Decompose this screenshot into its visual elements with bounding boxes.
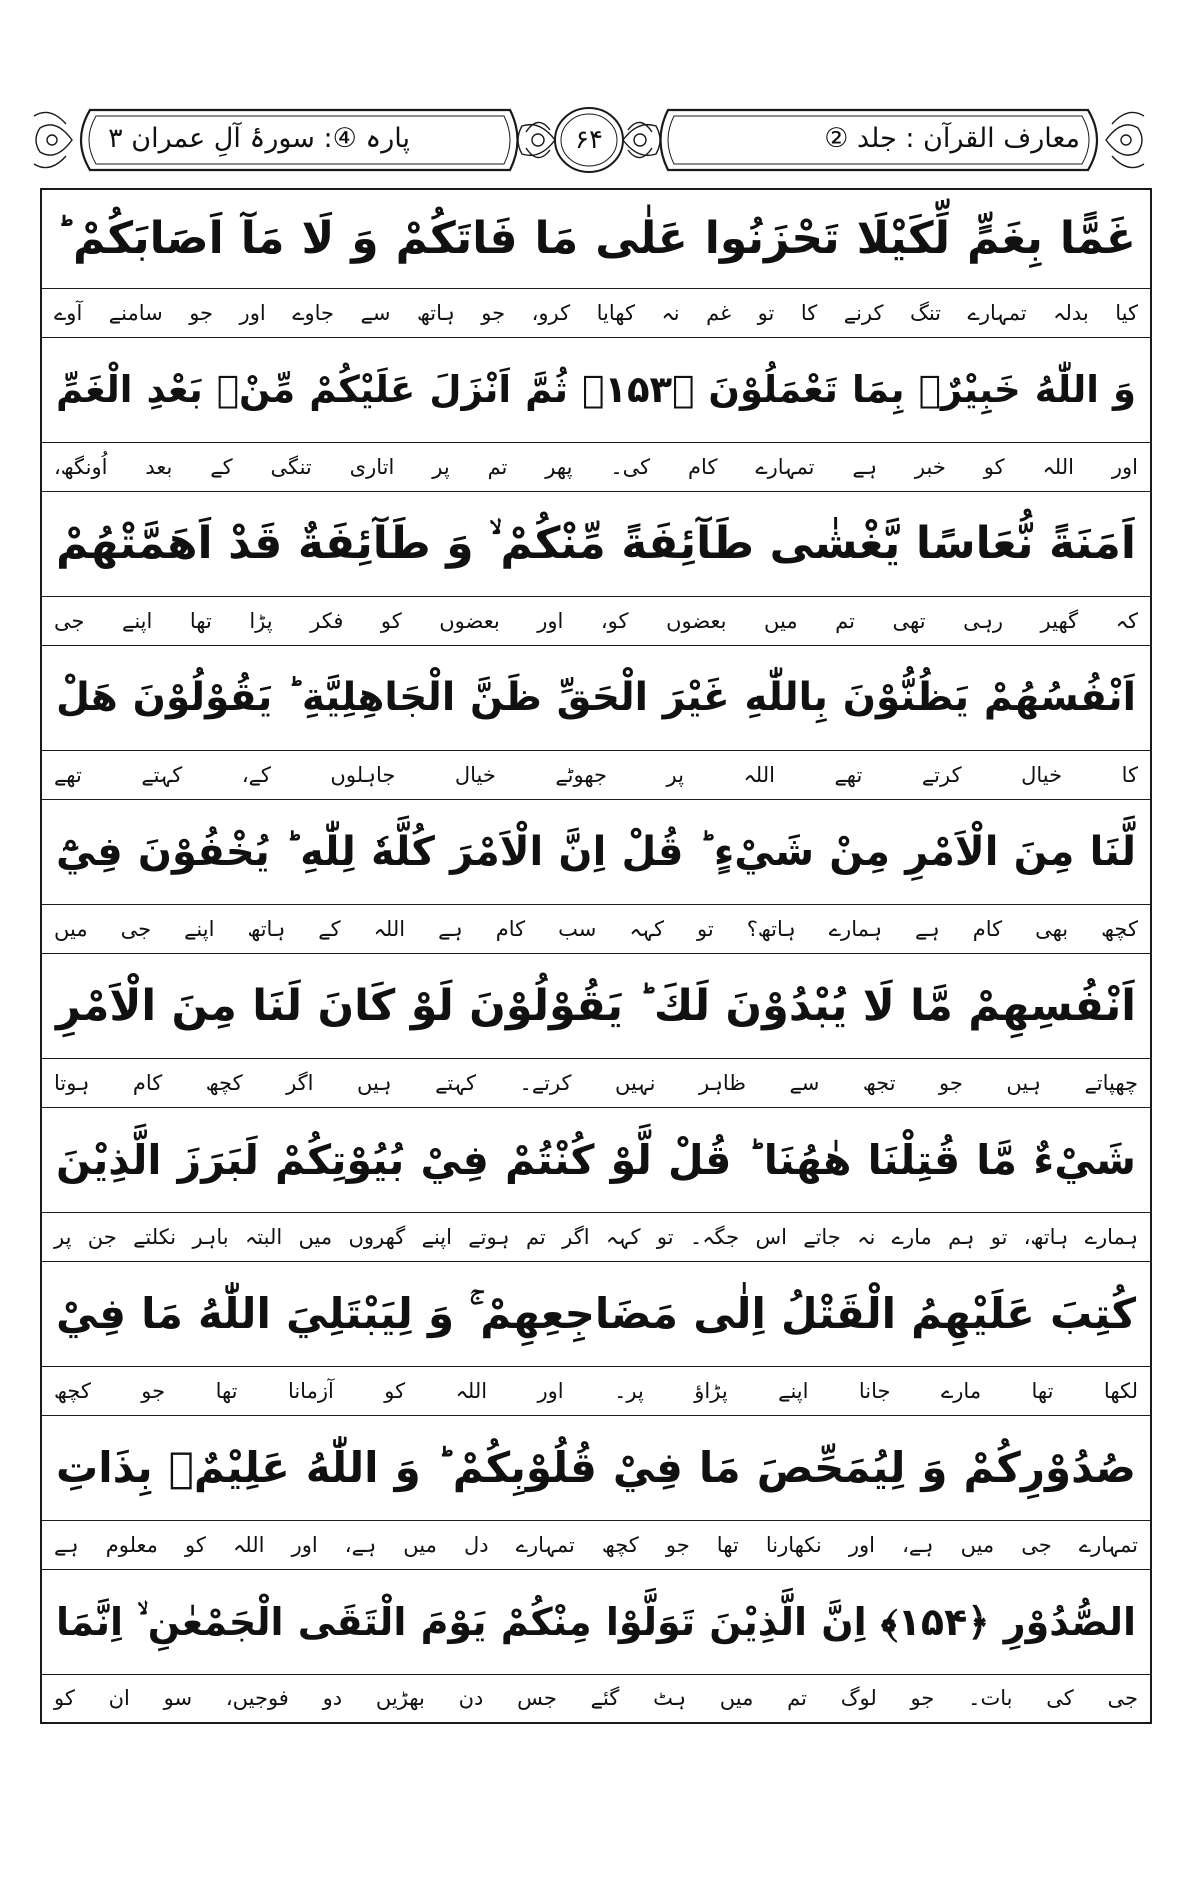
arabic-verse-line: لَّنَا مِنَ الْاَمْرِ مِنْ شَيْءٍ ؕ قُلْ اِنَّ الْاَمْرَ كُلَّهٗ لِلّٰهِ ؕ يُخْفُوْنَ فِيْٓ [56, 829, 1136, 875]
chapter-reference: پارہ ④: سورۂ آلِ عمران ۳ [108, 123, 410, 154]
book-title: معارف القرآن : جلد ② [824, 123, 1080, 154]
page-number: ۶۴ [575, 125, 603, 155]
arabic-verse-line: صُدُوْرِكُمْ وَ لِيُمَحِّصَ مَا فِيْ قُلُوْبِكُمْ ؕ وَ اللّٰهُ عَلِيْمٌۢ بِذَاتِ [56, 1443, 1136, 1492]
arabic-verse-line: اَنْفُسُهُمْ يَظُنُّوْنَ بِاللّٰهِ غَيْرَ الْحَقِّ ظَنَّ الْجَاهِلِيَّةِ ؕ يَقُوْلُوْنَ هَلْ [56, 675, 1136, 720]
arabic-verse-line: غَمًّا بِغَمٍّ لِّكَيْلَا تَحْزَنُوا عَلٰى مَا فَاتَكُمْ وَ لَا مَآ اَصَابَكُمْ ؕ [56, 213, 1136, 264]
urdu-translation-line: کا خیال کرتے تھے اللہ پر جھوٹے خیال جاہلوں کے، کہتے تھے [42, 750, 1150, 800]
arabic-verse-line: شَيْءٌ مَّا قُتِلْنَا هٰهُنَا ؕ قُلْ لَّوْ كُنْتُمْ فِيْ بُيُوْتِكُمْ لَبَرَزَ الَّذِيْنَ [56, 1136, 1136, 1184]
arabic-verse-line: اَنْفُسِهِمْ مَّا لَا يُبْدُوْنَ لَكَ ؕ يَقُوْلُوْنَ لَوْ كَانَ لَنَا مِنَ الْاَمْرِ [56, 981, 1136, 1031]
arabic-verse-line: اَمَنَةً نُّعَاسًا يَّغْشٰى طَآئِفَةً مِّنْكُمْ ۙ وَ طَآئِفَةٌ قَدْ اَهَمَّتْهُمْ [56, 518, 1136, 569]
arabic-verse-line: كُتِبَ عَلَيْهِمُ الْقَتْلُ اِلٰى مَضَاجِعِهِمْ ۚ وَ لِيَبْتَلِيَ اللّٰهُ مَا فِيْ [56, 1289, 1136, 1338]
urdu-translation-line: کیا بدلہ تمہارے تنگ کرنے کا تو غم نہ کھایا کرو، جو ہاتھ سے جاوے اور جو سامنے آوے [42, 288, 1150, 338]
urdu-translation-line: تمہارے جی میں ہے، اور نکھارنا تھا جو کچھ تمہارے دل میں ہے، اور اللہ کو معلوم ہے [42, 1520, 1150, 1570]
urdu-translation-line: کہ گھیر رہی تھی تم میں بعضوں کو، اور بعضوں کو فکر پڑا تھا اپنے جی [42, 596, 1150, 646]
urdu-translation-line: اور اللہ کو خبر ہے تمہارے کام کی۔ پھر تم پر اتاری تنگی کے بعد اُونگھ، [42, 442, 1150, 492]
arabic-verse-line: الصُّدُوْرِ ﴿۱۵۴﴾ اِنَّ الَّذِيْنَ تَوَلَّوْا مِنْكُمْ يَوْمَ الْتَقَى الْجَمْعٰنِ ۙ اِنَّمَا [56, 1600, 1136, 1644]
page-header [28, 102, 1150, 178]
arabic-verse-line: وَ اللّٰهُ خَبِيْرٌۢ بِمَا تَعْمَلُوْنَ ﴿۱۵۳﴾ ثُمَّ اَنْزَلَ عَلَيْكُمْ مِّنْۢ بَعْدِ الْغَمِّ [56, 368, 1136, 411]
urdu-translation-line: لکھا تھا مارے جانا اپنے پڑاؤ پر۔ اور اللہ کو آزمانا تھا جو کچھ [42, 1366, 1150, 1416]
urdu-translation-line: ہمارے ہاتھ، تو ہم مارے نہ جاتے اس جگہ۔ تو کہہ اگر تم ہوتے اپنے گھروں میں البتہ باہر نکلتے جن پر [42, 1212, 1150, 1262]
urdu-translation-line: چھپاتے ہیں جو تجھ سے ظاہر نہیں کرتے۔ کہتے ہیں اگر کچھ کام ہوتا [42, 1058, 1150, 1108]
urdu-translation-line: جی کی بات۔ جو لوگ تم میں ہٹ گئے جس دن بھڑیں دو فوجیں، سو ان کو [42, 1674, 1150, 1722]
interlinear-text-block [40, 188, 1152, 1724]
urdu-translation-line: کچھ بھی کام ہے ہمارے ہاتھ؟ تو کہہ سب کام ہے اللہ کے ہاتھ اپنے جی میں [42, 904, 1150, 954]
